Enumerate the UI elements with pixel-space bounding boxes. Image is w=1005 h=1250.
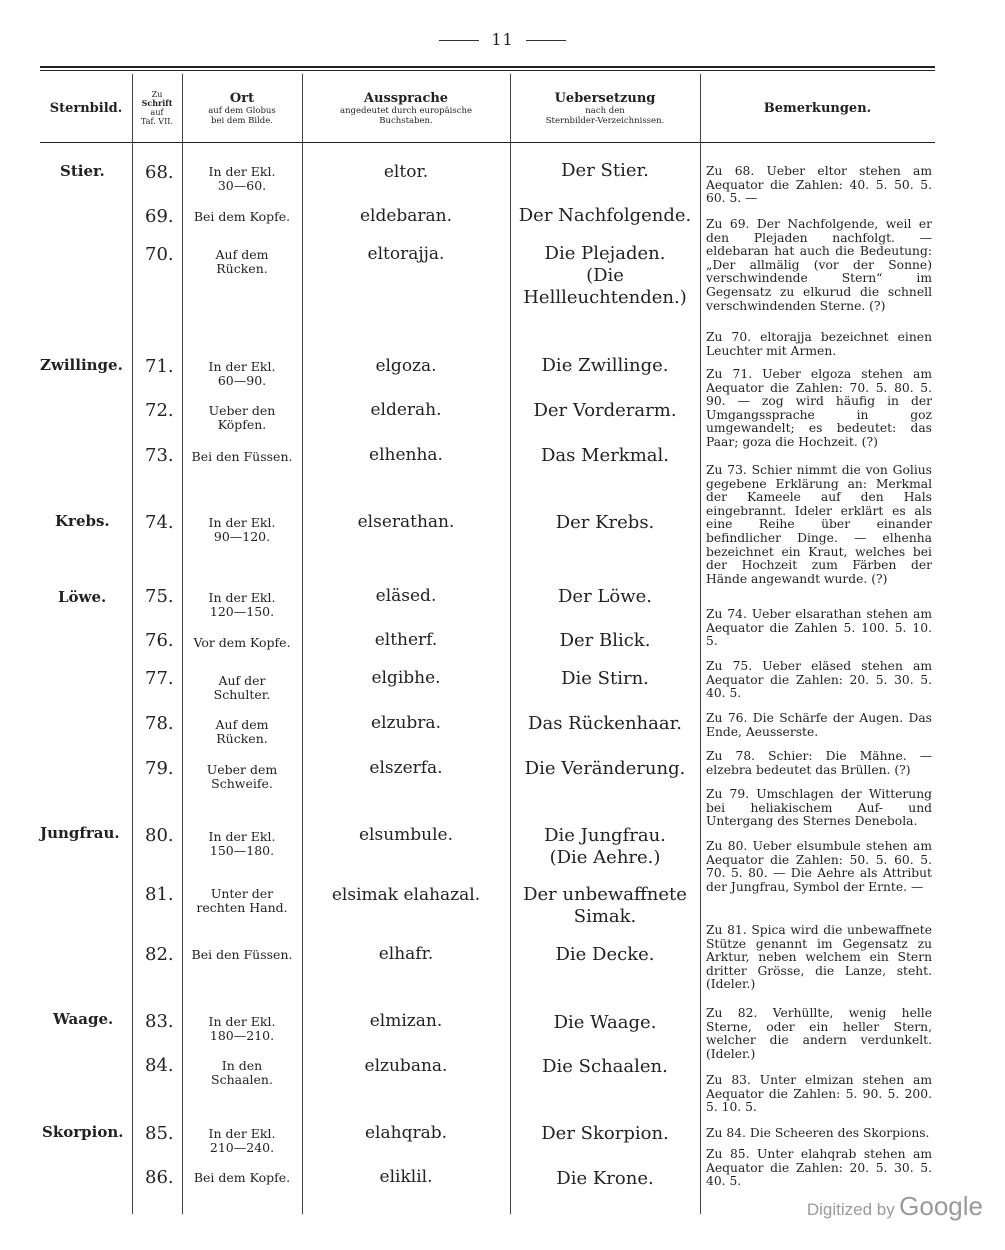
row-number: 73. <box>145 445 174 466</box>
row-aussprache: elszerfa. <box>369 758 443 778</box>
row-aussprache: eltor. <box>383 162 429 182</box>
header-zu-schrift: Zu Schrift auf Taf. VII. <box>141 90 173 126</box>
header-aussprache: Aussprache angedeutet durch europäische Buchstaben. <box>340 90 472 126</box>
row-number: 71. <box>145 356 174 377</box>
remark: Zu 71. Ueber elgoza stehen am Aequator die Zahlen: 70. 5. 80. 5. 90. — zog wird häufig in der Umgangssprache in goz umgewandelt; es bedeutet: das Paar; goza die Hochzeit. (?) <box>706 367 932 449</box>
remark: Zu 76. Die Schärfe der Augen. Das Ende, Aeusserste. <box>706 711 932 739</box>
header-rule-top-thin <box>40 70 935 71</box>
constellation-label: Stier. <box>60 162 105 180</box>
row-aussprache: eltherf. <box>374 630 438 650</box>
remark: Zu 70. eltorajja bezeichnet einen Leuchter mit Armen. <box>706 330 932 358</box>
remark: Zu 85. Unter elahqrab stehen am Aequator die Zahlen: 20. 5. 30. 5. 40. 5. <box>706 1147 932 1189</box>
table-header <box>40 74 935 142</box>
row-uebersetzung: Der Vorderarm. <box>533 400 677 421</box>
constellation-label: Jungfrau. <box>40 824 120 842</box>
row-uebersetzung: Die Veränderung. <box>524 758 686 779</box>
row-aussprache: eliklil. <box>379 1167 433 1187</box>
row-aussprache: elahqrab. <box>364 1123 447 1143</box>
row-uebersetzung: Der Stier. <box>561 160 649 181</box>
header-sternbild: Sternbild. <box>49 100 123 116</box>
remark: Zu 74. Ueber elsarathan stehen am Aequator die Zahlen 5. 100. 5. 10. 5. <box>706 607 932 649</box>
row-number: 86. <box>145 1167 174 1188</box>
row-aussprache: elhenha. <box>369 445 443 465</box>
row-aussprache: elgoza. <box>375 356 437 376</box>
row-number: 69. <box>145 206 174 227</box>
row-ort: Auf dem Rücken. <box>215 717 269 746</box>
row-number: 83. <box>145 1011 174 1032</box>
row-ort: Auf dem Rücken. <box>215 247 269 276</box>
constellation-label: Löwe. <box>58 588 107 606</box>
row-aussprache: eläsed. <box>375 586 437 606</box>
remark: Zu 69. Der Nachfolgende, weil er den Plejaden nachfolgt. — eldebaran hat auch die Bedeutung: „Der allmälig (vor der Sonne) verschwindende Stern“ im Gegensatz zu elkurud die schnell verschwindenden Sterne. (?) <box>706 217 932 313</box>
row-ort: Bei dem Kopfe. <box>193 1170 291 1185</box>
row-number: 68. <box>145 162 174 183</box>
remark: Zu 84. Die Scheeren des Skorpions. <box>706 1126 930 1140</box>
row-uebersetzung: Der Skorpion. <box>541 1123 669 1144</box>
row-ort: Ueber dem Schweife. <box>206 762 278 791</box>
row-number: 85. <box>145 1123 174 1144</box>
row-aussprache: elmizan. <box>369 1011 443 1031</box>
row-uebersetzung: Der Krebs. <box>555 512 655 533</box>
row-aussprache: elsumbule. <box>358 825 454 845</box>
row-ort: Bei den Füssen. <box>191 947 293 962</box>
row-aussprache: elsimak elahazal. <box>331 885 481 905</box>
row-ort: Vor dem Kopfe. <box>193 635 291 650</box>
row-uebersetzung: Die Stirn. <box>561 668 649 689</box>
row-ort: In der Ekl. 60—90. <box>208 359 276 388</box>
row-ort: Auf der Schulter. <box>213 673 271 702</box>
row-number: 70. <box>145 244 174 265</box>
row-number: 77. <box>145 668 174 689</box>
column-divider <box>700 74 701 1214</box>
row-number: 80. <box>145 825 174 846</box>
remark: Zu 82. Verhüllte, wenig helle Sterne, oder ein heller Stern, welcher die andern verdunkelt. (Ideler.) <box>706 1006 932 1061</box>
row-ort: Ueber den Köpfen. <box>208 403 276 432</box>
row-uebersetzung: Der Blick. <box>559 630 651 651</box>
row-ort: In der Ekl. 180—210. <box>208 1014 276 1043</box>
constellation-label: Waage. <box>53 1010 114 1028</box>
header-bemerkungen: Bemerkungen. <box>763 100 872 116</box>
row-uebersetzung: Der Nachfolgende. <box>518 205 692 226</box>
row-uebersetzung: Die Jungfrau. (Die Aehre.) <box>544 825 666 868</box>
row-number: 75. <box>145 586 174 607</box>
remark: Zu 83. Unter elmizan stehen am Aequator die Zahlen: 5. 90. 5. 200. 5. 10. 5. <box>706 1073 932 1115</box>
row-ort: In der Ekl. 120—150. <box>208 590 276 619</box>
row-ort: Unter der rechten Hand. <box>196 886 288 915</box>
constellation-label: Zwillinge. <box>40 356 123 374</box>
remark: Zu 80. Ueber elsumbule stehen am Aequator die Zahlen: 50. 5. 60. 5. 70. 5. 80. — Die Aehre als Attribut der Jungfrau, Symbol der Ernte. — <box>706 839 932 894</box>
row-ort: Bei den Füssen. <box>191 449 293 464</box>
header-rule-top <box>40 66 935 68</box>
row-uebersetzung: Das Merkmal. <box>541 445 669 466</box>
row-ort: In der Ekl. 30—60. <box>208 164 276 193</box>
row-number: 78. <box>145 713 174 734</box>
row-uebersetzung: Die Zwillinge. <box>541 355 669 376</box>
row-aussprache: elderah. <box>370 400 442 420</box>
row-number: 84. <box>145 1055 174 1076</box>
header-rule-bottom <box>40 142 935 143</box>
row-uebersetzung: Die Krone. <box>556 1168 654 1189</box>
row-aussprache: elzubra. <box>371 713 441 733</box>
row-aussprache: eldebaran. <box>359 206 453 226</box>
remark: Zu 81. Spica wird die unbewaffnete Stütze genannt im Gegensatz zu Arktur, neben welchem ein Stern dritter Grösse, die Lanze, steht. (Ideler.) <box>706 923 932 992</box>
row-uebersetzung: Die Waage. <box>553 1012 657 1033</box>
page-number: 11 <box>0 30 1005 49</box>
row-aussprache: elgibhe. <box>371 668 441 688</box>
row-number: 82. <box>145 944 174 965</box>
header-ort: Ort auf dem Globus bei dem Bilde. <box>208 90 276 126</box>
constellation-label: Krebs. <box>55 512 110 530</box>
row-uebersetzung: Der Löwe. <box>558 586 652 607</box>
row-ort: In der Ekl. 90—120. <box>208 515 276 544</box>
row-aussprache: elhafr. <box>378 944 434 964</box>
remark: Zu 79. Umschlagen der Witterung bei heliakischem Auf- und Untergang des Sternes Denebola. <box>706 787 932 829</box>
row-aussprache: elserathan. <box>357 512 455 532</box>
row-uebersetzung: Die Decke. <box>555 944 655 965</box>
row-uebersetzung: Der unbewaffnete Simak. <box>523 884 687 927</box>
row-ort: In den Schaalen. <box>211 1058 273 1087</box>
remark: Zu 68. Ueber eltor stehen am Aequator die Zahlen: 40. 5. 50. 5. 60. 5. — <box>706 164 932 206</box>
row-number: 76. <box>145 630 174 651</box>
remark: Zu 73. Schier nimmt die von Golius gegebene Erklärung an: Merkmal der Kameele auf den Hals eingebrannt. Ideler erklärt es als eine Reihe über einander befindlicher Dinge. — elhenha bezeichnet ein Kraut, welches bei der Hochzeit zum Färben der Hände angewandt wurde. (?) <box>706 463 932 586</box>
column-divider <box>132 74 133 1214</box>
constellation-label: Skorpion. <box>42 1123 124 1141</box>
row-ort: Bei dem Kopfe. <box>193 209 291 224</box>
row-aussprache: eltorajja. <box>367 244 445 264</box>
digitized-watermark: Digitized by Google <box>806 1191 983 1221</box>
row-number: 79. <box>145 758 174 779</box>
row-number: 72. <box>145 400 174 421</box>
row-ort: In der Ekl. 150—180. <box>208 829 276 858</box>
remark: Zu 75. Ueber eläsed stehen am Aequator die Zahlen: 20. 5. 30. 5. 40. 5. <box>706 659 932 701</box>
row-number: 81. <box>145 884 174 905</box>
row-number: 74. <box>145 512 174 533</box>
row-uebersetzung: Das Rückenhaar. <box>528 713 682 734</box>
row-ort: In der Ekl. 210—240. <box>208 1126 276 1155</box>
row-uebersetzung: Die Plejaden. (Die Hellleuchtenden.) <box>523 243 687 308</box>
row-aussprache: elzubana. <box>364 1056 448 1076</box>
row-uebersetzung: Die Schaalen. <box>542 1056 668 1077</box>
header-uebersetzung: Uebersetzung nach den Sternbilder-Verzeichnissen. <box>545 90 665 126</box>
remark: Zu 78. Schier: Die Mähne. — elzebra bedeutet das Brüllen. (?) <box>706 749 932 777</box>
